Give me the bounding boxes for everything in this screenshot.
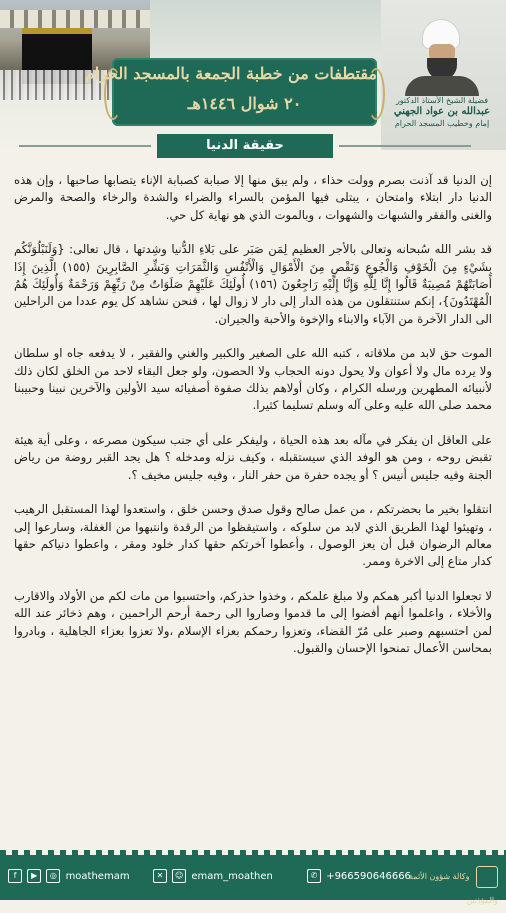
- mosque-arches: [0, 10, 150, 28]
- paragraph: قد بشر الله سُبحانه وتعالى بالأجر العظيم لِمَن صَبَر على بَلاءِ الدُّنيا وشِدتها ، قال تعالى: {وَلَنَبْلُوَنَّكُم بِشَيْءٍ مِنَ الْخَوْفِ وَالْجُوعِ وَنَقْصٍ مِنَ الْأَمْوَالِ وَالْأَنْفُسِ وَالثَّمَرَاتِ وَبَشِّرِ الصَّابِرِينَ (١٥٥) الَّذِينَ إِذَا أَصَابَتْهُمْ مُصِيبَةٌ قَالُوا إِنَّا لِلَّهِ وَإِنَّا إِلَيْهِ رَاجِعُونَ (١٥٦) أُولَئِكَ عَلَيْهِمْ صَلَوَاتٌ مِنْ رَبِّهِمْ وَرَحْمَةٌ وَأُولَئِكَ هُمُ الْمُهْتَدُونَ}، إنكم ستنتقلون من هذه الدار إلى دار لا زوال لها ، فنحن نشاهد كل يوم عددا من الراحلين الى الدار الآخرة من الآباء والابناء والإخوة والأحبة والجيران.: [14, 242, 492, 326]
- header: [0, 0, 506, 150]
- banner-title: مقتطفات من خطبة الجمعة بالمسجد الحرام: [84, 64, 377, 83]
- social-handle-mid-text: emam_moathen: [191, 871, 273, 882]
- preacher-caption: [386, 96, 498, 129]
- section-title: حقيقة الدنيا: [157, 134, 333, 158]
- banner-date: ٢٠ شوال ١٤٤٦هـ: [187, 94, 302, 113]
- paragraph: إن الدنيا قد آذنت بصرم وولت حذاء ، ولم يبق منها إلا صبابة كصبابة الإناء يتصابها صاحبها ، وإن هذه الدنيا دار ابتلاء وامتحان ، يبتلى فيها المؤمن بالسراء والضراء والشدة والرخاء والصحة والمرض والغنى والفقر والشبهات والشهوات ، وبالموت الذي هو نهاية كل حي.: [14, 173, 492, 222]
- footer: [0, 855, 506, 905]
- whatsapp-icon: ✆: [307, 869, 321, 883]
- social-handle-left-text: moathemam: [65, 871, 130, 882]
- snapchat-icon: ☺: [172, 869, 186, 883]
- paragraph: انتقلوا بخير ما بحضرتكم ، من عمل صالح وقول صدق وحسن خلق ، واستعدوا لهذا المستقبل الرهيب ، وتهيئوا لهذا الطريق الذي لابد من سلوكه ، واستيقظوا من الرقدة وانتبهوا من الغفلة، وسارعوا إلى معالم الرضوان قبل أن يعز الوصول ، وأعطوا آخرتكم حقها كدار خلود ومقر ، واعطوا دنياكم حقها كدار متاع إلى الاخرة وممر.: [14, 502, 492, 569]
- social-handle-mid[interactable]: [153, 869, 273, 883]
- agency-logo: [394, 865, 498, 905]
- paragraph: لا تجعلوا الدنيا أكبر همكم ولا مبلغ علمكم ، وخذوا حذركم، واحتسبوا من مات لكم من الأولاد والاقارب والأخلاء ، واعلموا أنهم أفضوا إلى ما قدموا وصاروا الى رحمة أرحم الراحمين ، وهم ذخائر عند الله لمن احتسبهم وصبر على مُرّ القضاء، وتعزوا رحمكم بعزاء الإسلام ،ولا تعزوا بعزاء الجاهلية ، وبادروا بمحاسن الأعمال تمنحوا الإحسان والقبول.: [14, 588, 492, 655]
- preacher-name: عبدالله بن عواد الجهني: [393, 106, 491, 117]
- sermon-text: [14, 172, 492, 830]
- social-handle-left[interactable]: [8, 869, 130, 883]
- preacher-role: إمام وخطيب المسجد الحرام: [394, 118, 490, 128]
- agency-name: وكالة شؤون الأئمة والمؤذنين: [409, 872, 498, 905]
- agency-emblem-icon: [476, 866, 498, 888]
- youtube-icon: ▶: [27, 869, 41, 883]
- instagram-icon: ◎: [46, 869, 60, 883]
- paragraph: الموت حق لابد من ملاقاته ، كتبه الله على الصغير والكبير والغني والفقير ، لا يدفعه جاه او سلطان ولا يرده مال ولا أعوان ولا يحول دونه الحجاب ولا الحصون، ولو جعل البقاء لاحد من الخلق لكان ذلك لأنبيائه المطهرين ورسله الكرام ، وكان أولاهم بذلك صفوة أصفيائه سيد الأولين والآخرين نبينا وحبيبنا محمد صلى الله عليه وعلى آله وسلم تسليما كثيرا.: [14, 346, 492, 413]
- facebook-icon: f: [8, 869, 22, 883]
- title-banner: [84, 58, 377, 126]
- preacher-title: فضيلة الشيخ الأستاذ الدكتور: [395, 96, 489, 105]
- paragraph: على العاقل ان يفكر في مآله بعد هذه الحياة ، وليفكر على أي جنب سيكون مصرعه ، وعلى أية هيئة تقبض روحه ، ومن هو الوفد الذي سيستقبله ، وكيف نزله ومدخله ؟ هل يجد القبر روضة من رياض الجنة وفيه جليس أنيس ؟ أو يجده حفرة من حفر النار ، وفيه جليس مخيف ؟.: [14, 432, 492, 482]
- phone-number: +966590646666: [326, 871, 411, 882]
- preacher-robe: [405, 76, 479, 96]
- x-icon: ✕: [153, 869, 167, 883]
